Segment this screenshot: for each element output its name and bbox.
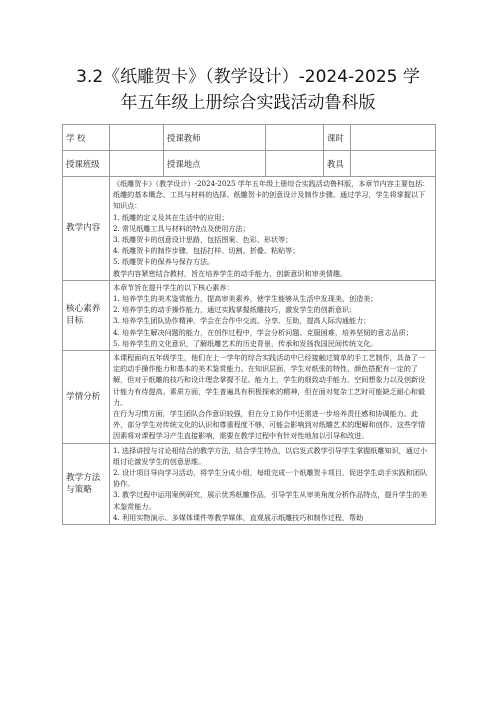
period-label: 课时 xyxy=(324,125,351,151)
methods-line: 4. 利用实物演示、多媒体课件等教学媒体，直观展示纸雕技巧和制作过程，帮助 xyxy=(113,512,364,522)
content-line: 教学内容紧密结合教材，旨在培养学生的动手能力、创新意识和审美情趣。 xyxy=(113,268,348,278)
methods-line: 1. 选择讲授与讨论相结合的教学方法，结合学生特点，以启发式教学引导学生掌握纸雕知识，通过小组讨论激发学生的创意思维。 xyxy=(113,445,428,466)
content-line: 《纸雕贺卡》（教学设计）-2024-2025 学年五年级上册综合实践活动鲁科版，本章节内容主要包括：纸雕的基本概念、工具与材料的选择、纸雕贺卡的创意设计及制作步骤。通过学习，学生将掌握以下知识点： xyxy=(113,179,430,211)
section-label-analysis: 学情分析 xyxy=(63,351,110,444)
content-line: 1. 纸雕的定义及其在生活中的应用； xyxy=(113,212,229,222)
location-value xyxy=(266,151,324,177)
content-line: 2. 常见纸雕工具与材料的特点及使用方法； xyxy=(113,223,250,233)
content-line: 3. 纸雕贺卡的创意设计思路，包括图案、色彩、形状等； xyxy=(113,235,293,245)
section-row-analysis xyxy=(63,351,436,444)
analysis-line: 在行为习惯方面，学生团队合作意识较强，但在分工协作中还需进一步培养责任感和协调能力。此外，部分学生对传统文化的认识和尊重程度不够，可能会影响到对纸雕艺术的理解和创作。这些学情因素将对课程学习产生直接影响，需要在教学过程中有针对性地加以引导和改进。 xyxy=(113,409,426,441)
lesson-plan-table xyxy=(62,124,436,525)
school-value xyxy=(110,125,164,151)
goals-line: 3. 培养学生团队协作精神，学会在合作中交流、分享、互助，提高人际沟通能力； xyxy=(113,316,371,326)
section-label-content: 教学内容 xyxy=(63,177,110,281)
section-label-goals: 核心素养目标 xyxy=(63,280,110,350)
goals-line: 2. 培养学生的动手操作能力，通过实践掌握纸雕技巧，激发学生的创新意识； xyxy=(113,305,357,315)
section-row-goals xyxy=(63,280,436,350)
aids-value xyxy=(351,151,436,177)
content-line: 5. 纸雕贺卡的保养与保存方法。 xyxy=(113,257,215,267)
methods-line: 2. 设计项目导向学习活动，将学生分成小组，每组完成一个纸雕贺卡项目，促进学生动手实践和团队协作。 xyxy=(113,468,428,489)
methods-line: 3. 教学过程中运用案例研究，展示优秀纸雕作品，引导学生从审美角度分析作品特点，提升学生的美术鉴赏能力。 xyxy=(113,490,428,511)
analysis-line: 本课程面向五年级学生，他们在上一学年的综合实践活动中已经接触过简单的手工艺制作，具备了一定的动手操作能力和基本的美术鉴赏能力。在知识层面，学生对纸张的特性、颜色搭配有一定的了解，但对于纸雕的技巧和设计理念掌握不足。能力上，学生的细致动手能力、空间想象力以及创新设计能力有待提高。素质方面，学生普遍具有积极探索的精神，但在面对复杂工艺时可能缺乏耐心和毅力。 xyxy=(113,353,426,407)
school-label: 学 校 xyxy=(63,125,110,151)
title-line-1: 3.2《纸雕贺卡》（教学设计）-2024-2025 学 xyxy=(76,67,420,87)
goals-line: 5. 培养学生的文化意识，了解纸雕艺术的历史背景，传承和发扬我国民间传统文化。 xyxy=(113,338,378,348)
header-row-2 xyxy=(63,151,436,177)
location-label: 授课地点 xyxy=(164,151,266,177)
goals-line: 4. 培养学生解决问题的能力，在创作过程中，学会分析问题、克服困难，培养坚韧的意志品质； xyxy=(113,327,413,337)
section-body-content xyxy=(110,177,436,281)
document-title xyxy=(50,64,446,116)
section-row-methods xyxy=(63,443,436,524)
section-label-methods: 教学方法与策略 xyxy=(63,443,110,524)
aids-label: 教具 xyxy=(324,151,351,177)
title-line-2: 年五年级上册综合实践活动鲁科版 xyxy=(120,93,376,113)
header-row-1 xyxy=(63,125,436,151)
section-body-methods xyxy=(110,443,436,524)
goals-line: 1. 培养学生的美术鉴赏能力，提高审美素养，使学生能够从生活中发现美、创造美； xyxy=(113,294,378,304)
class-label: 授课班级 xyxy=(63,151,110,177)
teacher-label: 授课教师 xyxy=(164,125,266,151)
section-body-goals xyxy=(110,280,436,350)
content-line: 4. 纸雕贺卡的制作步骤，包括打样、切割、折叠、粘贴等； xyxy=(113,246,300,256)
teacher-value xyxy=(266,125,324,151)
class-value xyxy=(110,151,164,177)
section-body-analysis xyxy=(110,351,436,444)
goals-line: 本章节旨在提升学生的以下核心素养： xyxy=(113,282,234,292)
period-value xyxy=(351,125,436,151)
section-row-content xyxy=(63,177,436,281)
